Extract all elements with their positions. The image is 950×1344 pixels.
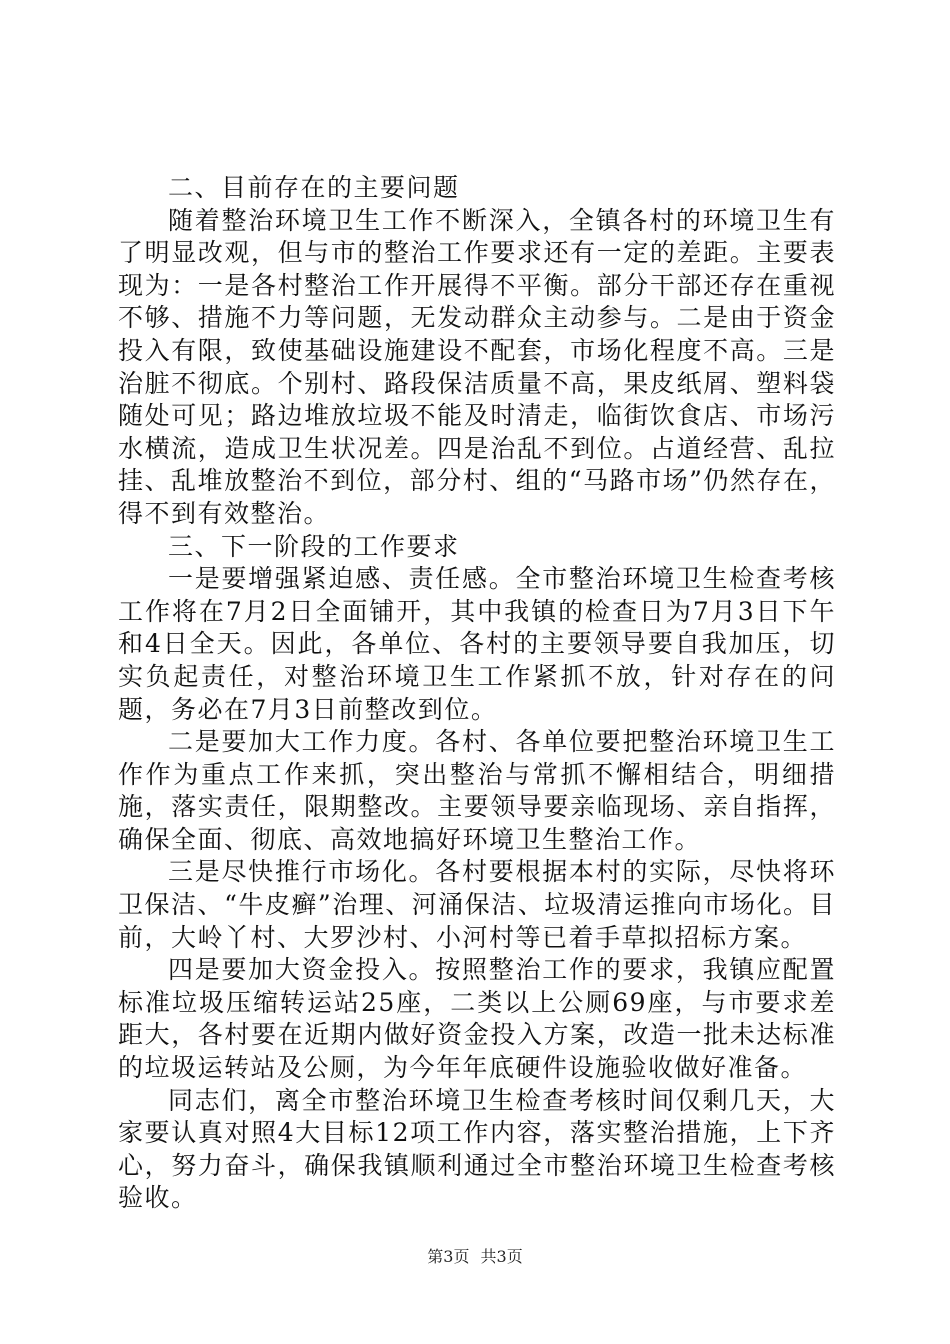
document-body: [118, 172, 836, 1215]
paragraph-marketization: 三是尽快推行市场化。各村要根据本村的实际，尽快将环卫保洁、“牛皮癣”治理、河涌保洁、垃圾清运推向市场化。目前，大岭丫村、大罗沙村、小河村等已着手草拟招标方案。: [118, 857, 836, 952]
paragraph-funding: 四是要加大资金投入。按照整治工作的要求，我镇应配置标准垃圾压缩转运站25座，二类以上公厕69座，与市要求差距大，各村要在近期内做好资金投入方案，改造一批未达标准的垃圾运转站及公厕，为今年年底硬件设施验收做好准备。: [118, 955, 836, 1083]
paragraph-urgency: 一是要增强紧迫感、责任感。全市整治环境卫生检查考核工作将在7月2日全面铺开，其中我镇的检查日为7月3日下午和4日全天。因此，各单位、各村的主要领导要自我加压，切实负起责任，对整治环境卫生工作紧抓不放，针对存在的问题，务必在7月3日前整改到位。: [118, 564, 836, 724]
paragraph-work-intensity: 二是要加大工作力度。各村、各单位要把整治环境卫生工作作为重点工作来抓，突出整治与常抓不懈相结合，明细措施，落实责任，限期整改。主要领导要亲临现场、亲自指挥，确保全面、彻底、高效地搞好环境卫生整治工作。: [118, 727, 836, 854]
paragraph-closing: 同志们，离全市整治环境卫生检查考核时间仅剩几天，大家要认真对照4大目标12项工作内容，落实整治措施，上下齐心，努力奋斗，确保我镇顺利通过全市整治环境卫生检查考核验收。: [118, 1085, 836, 1213]
section-heading-3: 三、下一阶段的工作要求: [168, 531, 460, 561]
page-number-current: 第3页: [427, 1247, 470, 1266]
paragraph-main-problems: 随着整治环境卫生工作不断深入，全镇各村的环境卫生有了明显改观，但与市的整治工作要求还有一定的差距。主要表现为：一是各村整治工作开展得不平衡。部分干部还存在重视不够、措施不力等问题，无发动群众主动参与。二是由于资金投入有限，致使基础设施建设不配套，市场化程度不高。三是治脏不彻底。个别村、路段保洁质量不高，果皮纸屑、塑料袋随处可见；路边堆放垃圾不能及时清走，临街饮食店、市场污水横流，造成卫生状况差。四是治乱不到位。占道经营、乱拉挂、乱堆放整治不到位，部分村、组的“马路市场”仍然存在，得不到有效整治。: [118, 205, 836, 528]
section-heading-2: 二、目前存在的主要问题: [168, 173, 460, 202]
page-footer: [0, 1244, 950, 1267]
page-number-total: 共3页: [480, 1247, 523, 1266]
